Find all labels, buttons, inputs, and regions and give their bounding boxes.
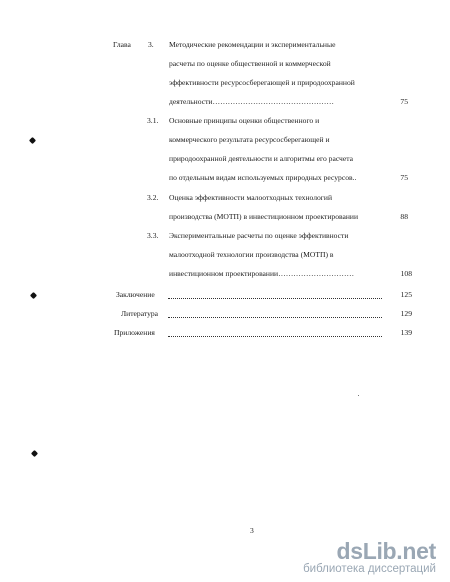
chapter-label: Глава	[113, 40, 131, 49]
conclusion-leader-dots	[168, 290, 382, 299]
literature-page-number: 129	[400, 309, 412, 318]
chapter-title-line-1: Методические рекомендации и экспериментальные	[169, 40, 336, 49]
margin-bullet-top	[29, 137, 36, 144]
conclusion-label: Заключение	[116, 290, 155, 299]
section-3-2-line-1: Оценка эффективности малоотходных технологий	[169, 193, 333, 202]
section-3-3-line-3: инвестиционном проектировании…………………………	[169, 269, 355, 278]
margin-bullet-bottom	[31, 450, 38, 457]
section-3-3-page-number: 108	[400, 269, 412, 278]
conclusion-page-number: 125	[400, 290, 412, 299]
section-3-1-line-3: природоохранной деятельности и алгоритмы его расчета	[169, 154, 354, 163]
dslib-caption: библиотека диссертаций	[303, 563, 436, 575]
page-number: 3	[250, 526, 254, 535]
chapter-page-number: 75	[400, 97, 408, 106]
chapter-title-line-4: деятельности…………………………………………	[169, 97, 334, 106]
section-3-3-line-1: Экспериментальные расчеты по оценке эффективности	[169, 231, 349, 240]
section-3-2-page-number: 88	[400, 212, 408, 221]
appendices-page-number: 139	[400, 328, 412, 337]
section-3-1-line-1: Основные принципы оценки общественного и	[169, 116, 320, 125]
chapter-number: 3.	[148, 40, 154, 49]
scan-speck	[358, 395, 359, 396]
chapter-title-line-3: эффективности ресурсосберегающей и природоохранной	[169, 78, 355, 87]
margin-bullet-middle	[30, 292, 37, 299]
literature-leader-dots	[168, 309, 382, 318]
literature-label: Литература	[121, 309, 159, 318]
section-3-1-line-2: коммерческого результата ресурсосберегающей и	[169, 135, 330, 144]
section-3-3-line-2: малоотходной технологии производства (МОТП) в	[169, 250, 334, 259]
section-3-2-line-2: производства (МОТП) в инвестиционном проектировании	[169, 212, 359, 221]
dslib-logo: dsLib.net	[336, 538, 436, 564]
appendices-leader-dots	[168, 328, 382, 337]
section-3-1-page-number: 75	[400, 173, 408, 182]
section-3-1-number: 3.1.	[147, 116, 159, 125]
section-3-1-line-4: по отдельным видам используемых природных ресурсов..	[169, 173, 357, 182]
section-3-2-number: 3.2.	[147, 193, 159, 202]
chapter-title-line-2: расчеты по оценке общественной и коммерческой	[169, 59, 331, 68]
appendices-label: Приложения	[114, 328, 155, 337]
section-3-3-number: 3.3.	[147, 231, 159, 240]
